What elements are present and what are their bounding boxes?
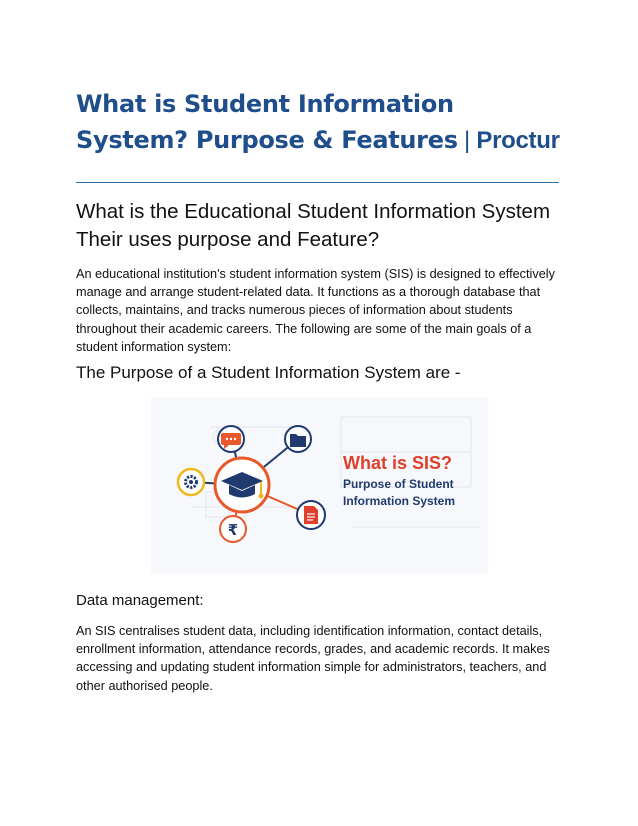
article-heading: What is the Educational Student Information System Their uses purpose and Feature?	[76, 200, 551, 251]
sis-banner-graphic	[151, 397, 488, 573]
gear-icon	[178, 469, 204, 495]
section-paragraph: An SIS centralises student data, including identification information, contact details, enrollment information, attendance records, grades, and academic records. It makes accessing and updating student information simple for administrators, teachers, and other authorised people.	[76, 624, 550, 693]
document-icon	[297, 501, 325, 529]
title-brand: Proctur	[476, 127, 560, 154]
banner-subline-1: Purpose of Student	[343, 477, 454, 491]
folder-icon	[285, 426, 311, 452]
banner-subline-2: Information System	[343, 494, 456, 508]
banner-headline: What is SIS?	[343, 453, 453, 473]
purpose-heading: The Purpose of a Student Information System are -	[76, 363, 461, 382]
intro-paragraph: An educational institution's student information system (SIS) is designed to effectively manage and arrange student-related data. It functions as a thorough database that collects, maintains, and tracks numerous pieces of information about students throughout their academic careers. The following are some of the main goals of a student information system:	[76, 267, 555, 354]
chat-icon	[218, 426, 244, 452]
rupee-icon	[220, 516, 246, 542]
title-separator: |	[457, 127, 477, 154]
sis-banner-image	[151, 397, 488, 573]
title-line-2: System? Purpose & Features	[76, 126, 458, 154]
title-divider	[76, 182, 559, 183]
rupee-symbol: ₹	[227, 521, 239, 539]
page-title	[76, 86, 576, 159]
title-line-1: What is Student Information	[76, 90, 454, 118]
section-heading: Data management:	[76, 592, 204, 609]
graduation-cap-icon	[215, 458, 269, 512]
